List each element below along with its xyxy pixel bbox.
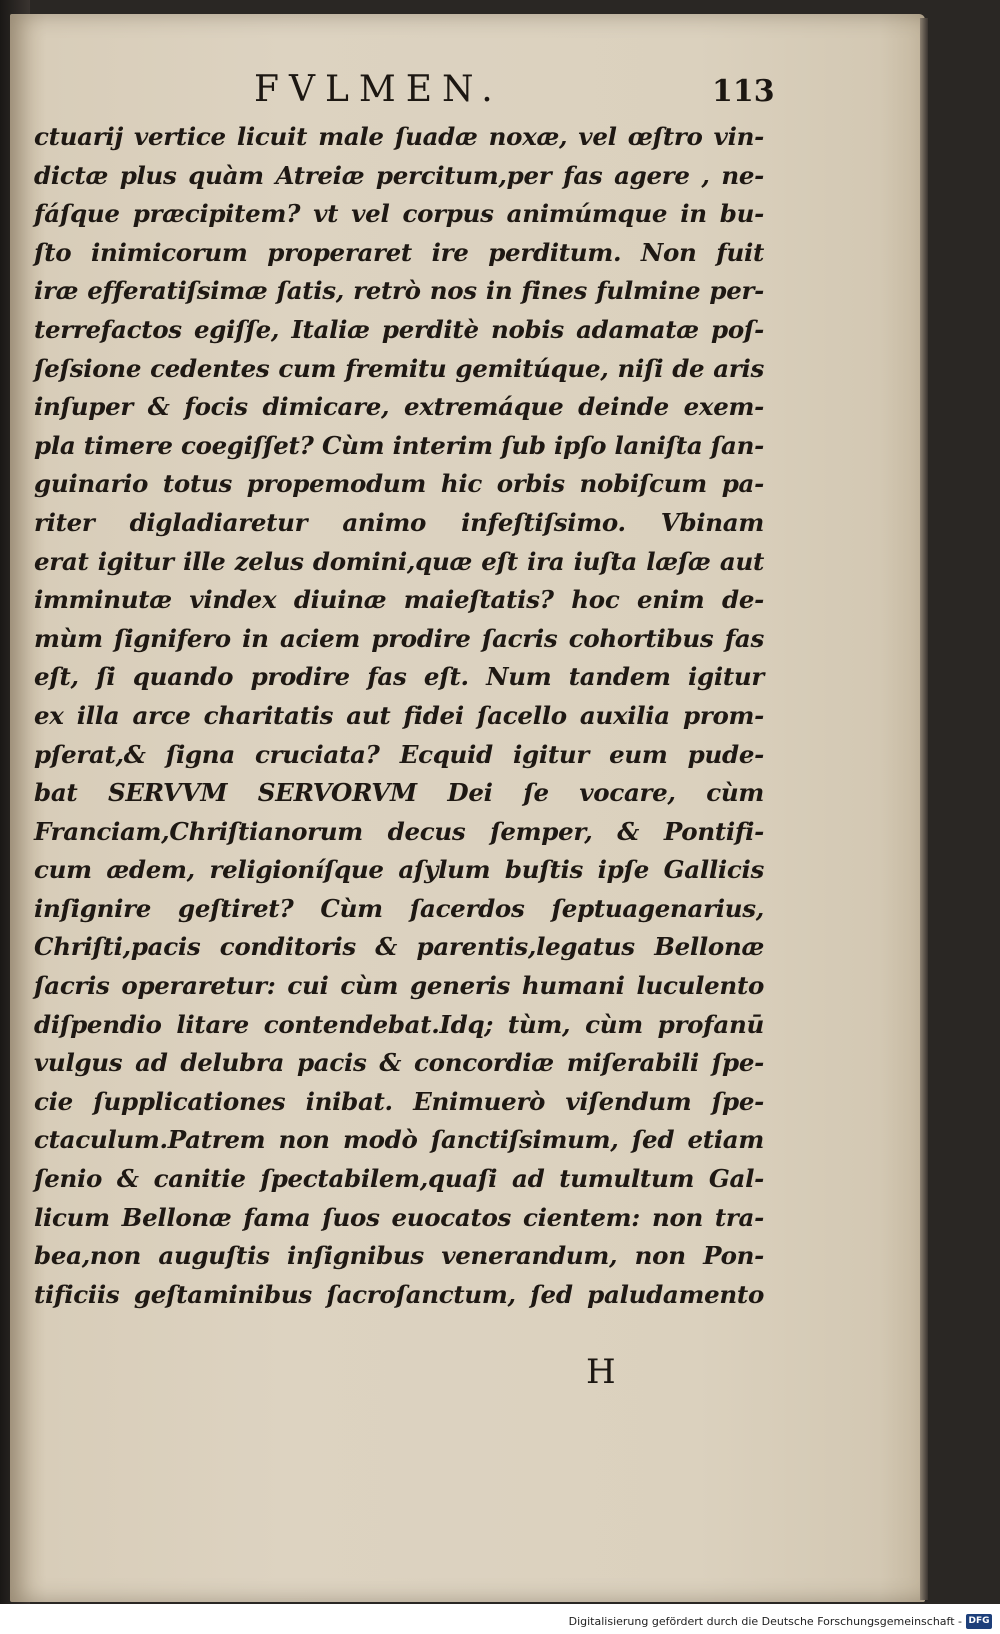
text-line: mùm ſignifero in aciem prodire ſacris cohortibus fas xyxy=(34,623,764,653)
text-line: ſenio & canitie ſpectabilem,quaſi ad tumultum Gal- xyxy=(34,1164,764,1194)
text-line: iræ efferatiſsimæ ſatis, retrò nos in fines fulmine per- xyxy=(34,276,764,306)
text-line: pſerat,& ſigna cruciata? Ecquid igitur eum pude- xyxy=(34,739,764,769)
text-line: dictæ plus quàm Atreiæ percitum,per fas agere , ne- xyxy=(34,160,764,190)
text-line: fáſque præcipitem? vt vel corpus animúmque in bu- xyxy=(34,199,764,229)
page-header xyxy=(40,66,775,114)
text-line: licum Bellonæ fama ſuos euocatos cientem: non tra- xyxy=(34,1202,764,1232)
text-line: ſacris operaretur: cui cùm generis humani luculento xyxy=(34,971,764,1001)
page-number: 113 xyxy=(712,74,775,109)
text-line: Chriſti,pacis conditoris & parentis,legatus Bellonæ xyxy=(34,932,764,962)
text-line: terrefactos egiſſe, Italiæ perditè nobis adamatæ poſ- xyxy=(34,314,764,344)
text-line: imminutæ vindex diuinæ maieſtatis? hoc enim de- xyxy=(34,585,764,615)
text-line: Franciam,Chriſtianorum decus ſemper, & Pontifi- xyxy=(34,816,764,846)
text-line: ſto inimicorum properaret ire perditum. Non fuit xyxy=(34,237,764,267)
text-line: erat igitur ille zelus domini,quæ eſt ira iuſta læſæ aut xyxy=(34,546,764,576)
body-text xyxy=(34,118,764,1314)
text-line: eſt, ſi quando prodire fas eſt. Num tandem igitur xyxy=(34,662,764,692)
text-line: diſpendio litare contendebat.Idq; tùm, cùm profanū xyxy=(34,1009,764,1039)
funding-credit: Digitalisierung gefördert durch die Deutsche Forschungsgemeinschaft - xyxy=(568,1615,962,1628)
page-edge xyxy=(920,18,928,1600)
text-line: ſeſsione cedentes cum fremitu gemitúque, niſi de aris xyxy=(34,353,764,383)
text-line: bea,non auguſtis inſignibus venerandum, non Pon- xyxy=(34,1241,764,1271)
text-line: tificiis geſtaminibus ſacroſanctum, ſed paludamento xyxy=(34,1279,764,1309)
text-line: ctaculum.Patrem non modò ſanctiſsimum, ſed etiam xyxy=(34,1125,764,1155)
dfg-logo: DFG xyxy=(966,1614,992,1629)
signature-mark: H xyxy=(586,1352,616,1392)
text-line: inſignire geſtiret? Cùm ſacerdos ſeptuagenarius, xyxy=(34,893,764,923)
text-line: bat SERVVM SERVORVM Dei ſe vocare, cùm xyxy=(34,778,764,808)
text-line: cum ædem, religioníſque aſylum buſtis ipſe Gallicis xyxy=(34,855,764,885)
text-line: guinario totus propemodum hic orbis nobiſcum pa- xyxy=(34,469,764,499)
text-line: ex illa arce charitatis aut fidei ſacello auxilia prom- xyxy=(34,700,764,730)
text-line: vulgus ad delubra pacis & concordiæ miſerabili ſpe- xyxy=(34,1048,764,1078)
text-line: inſuper & focis dimicare, extremáque deinde exem- xyxy=(34,392,764,422)
text-line: cie ſupplicationes inibat. Enimuerò viſendum ſpe- xyxy=(34,1086,764,1116)
text-line: pla timere coegiſſet? Cùm interim ſub ipſo laniſta ſan- xyxy=(34,430,764,460)
text-line: riter digladiaretur animo infeſtiſsimo. Vbinam xyxy=(34,507,764,537)
text-line: ctuarij vertice licuit male ſuadæ noxæ, vel œſtro vin- xyxy=(34,122,764,151)
running-title: FVLMEN. xyxy=(254,69,503,110)
